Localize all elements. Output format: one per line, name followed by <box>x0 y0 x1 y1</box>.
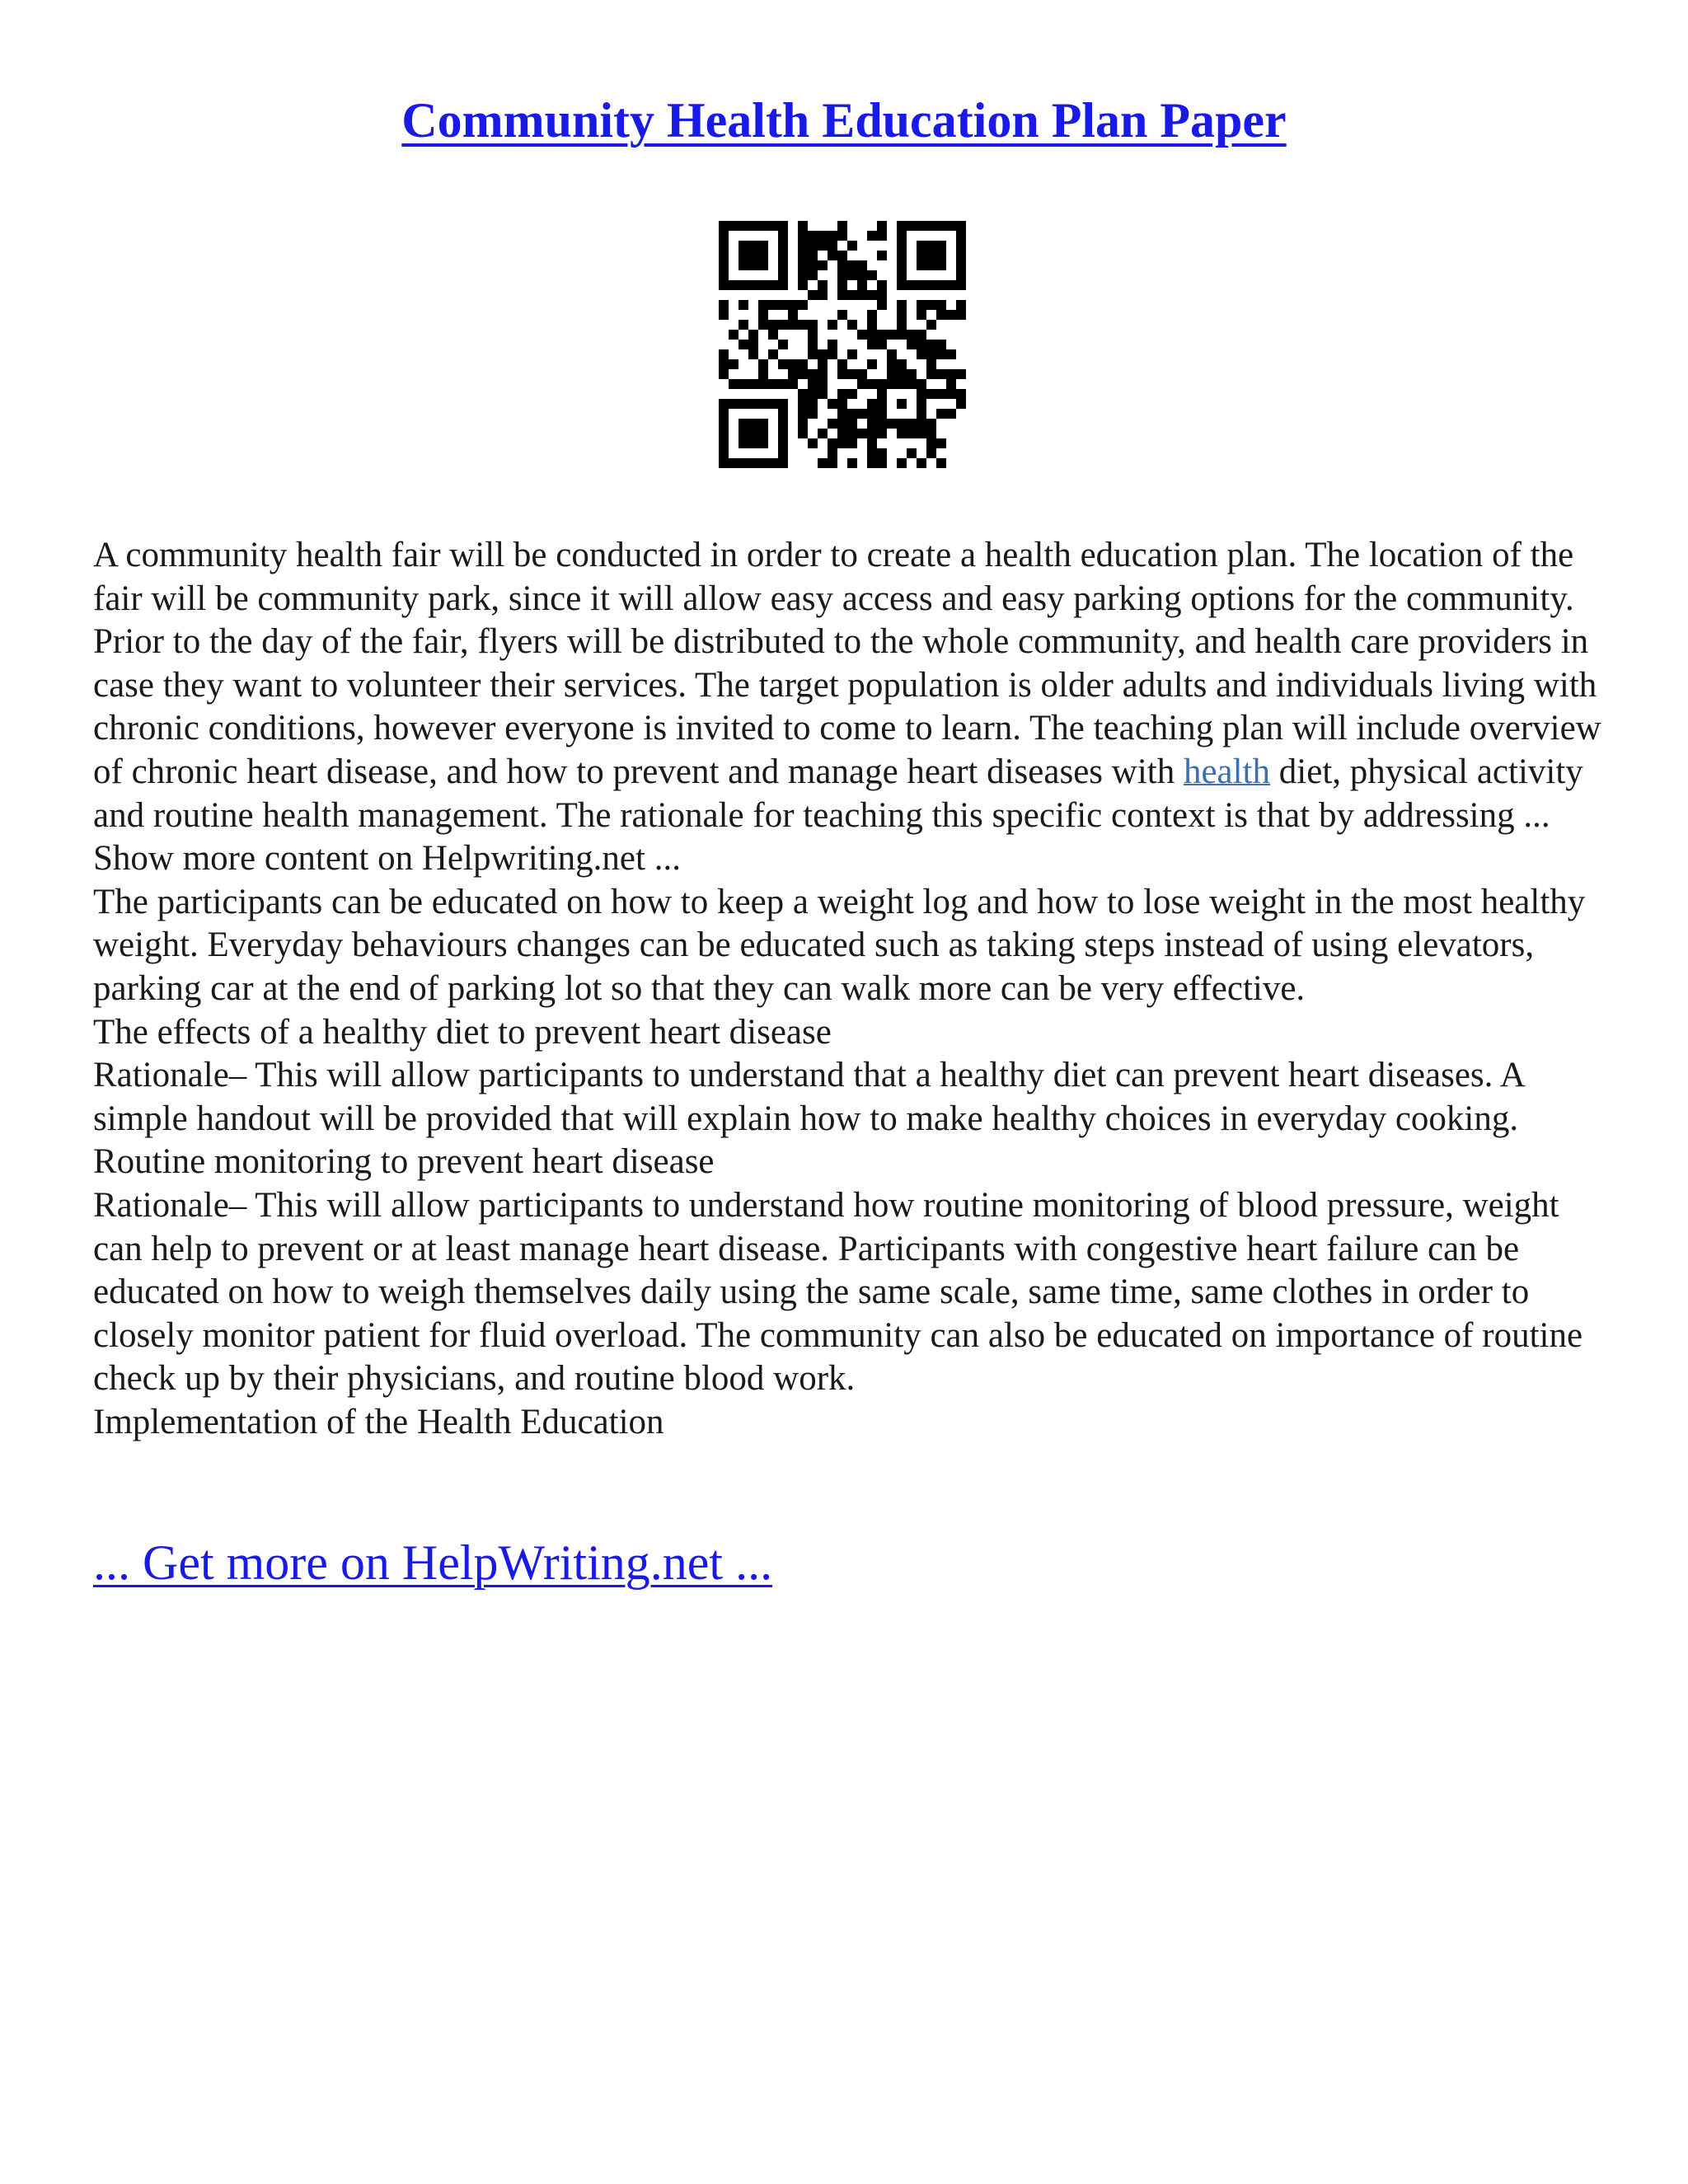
heading-implementation: Implementation of the Health Education <box>93 1402 664 1441</box>
paragraph-text: A community health fair will be conducted in order to create a health education plan. The location of the fair will be community park, since it will allow easy access and easy parking options for the community. Prior to the day of the fair, flyers will be distributed to the whole community, and health care providers in case they want to volunteer their services. The target population is older adults and individuals living with chronic conditions, however everyone is invited to come to learn. The teaching plan will include overview of chronic heart disease, and how to prevent and manage heart diseases with <box>93 536 1601 791</box>
paragraph-monitoring-rationale: Rationale– This will allow participants to understand how routine monitoring of blood pressure, weight can help to prevent or at least manage heart disease. Participants with congestive heart failure can be educated on how to weigh themselves daily using the same scale, same time, same clothes in order to closely monitor patient for fluid overload. The community can also be educated on importance of routine check up by their physicians, and routine blood work. <box>93 1185 1583 1399</box>
body-text <box>93 534 1601 1444</box>
inline-link-health[interactable]: health <box>1183 752 1271 791</box>
paragraph-diet-rationale: Rationale– This will allow participants to understand that a healthy diet can prevent heart diseases. A simple handout will be provided that will explain how to make healthy choices in everyday cooking. <box>93 1056 1524 1138</box>
heading-healthy-diet: The effects of a healthy diet to prevent heart disease <box>93 1012 832 1052</box>
get-more-link[interactable]: ... Get more on HelpWriting.net ... <box>93 1535 773 1590</box>
qr-code-icon <box>719 221 966 468</box>
paragraph-weight-log: The participants can be educated on how to keep a weight log and how to lose weight in the most healthy weight. Everyday behaviours changes can be educated such as taking steps instead of using elevators, parking car at the end of parking lot so that they can walk more can be very effective. <box>93 882 1586 1008</box>
paragraph-intro <box>93 534 1601 881</box>
paragraph-text: diet, physical activity and routine health management. The rationale for teaching this specific context is that by addressing ... Show more content on Helpwriting.net ... <box>93 752 1583 879</box>
page-title <box>0 89 1688 152</box>
heading-routine-monitoring: Routine monitoring to prevent heart disease <box>93 1142 715 1182</box>
title-link[interactable]: Community Health Education Plan Paper <box>401 93 1287 148</box>
more-link-container <box>93 1531 772 1594</box>
